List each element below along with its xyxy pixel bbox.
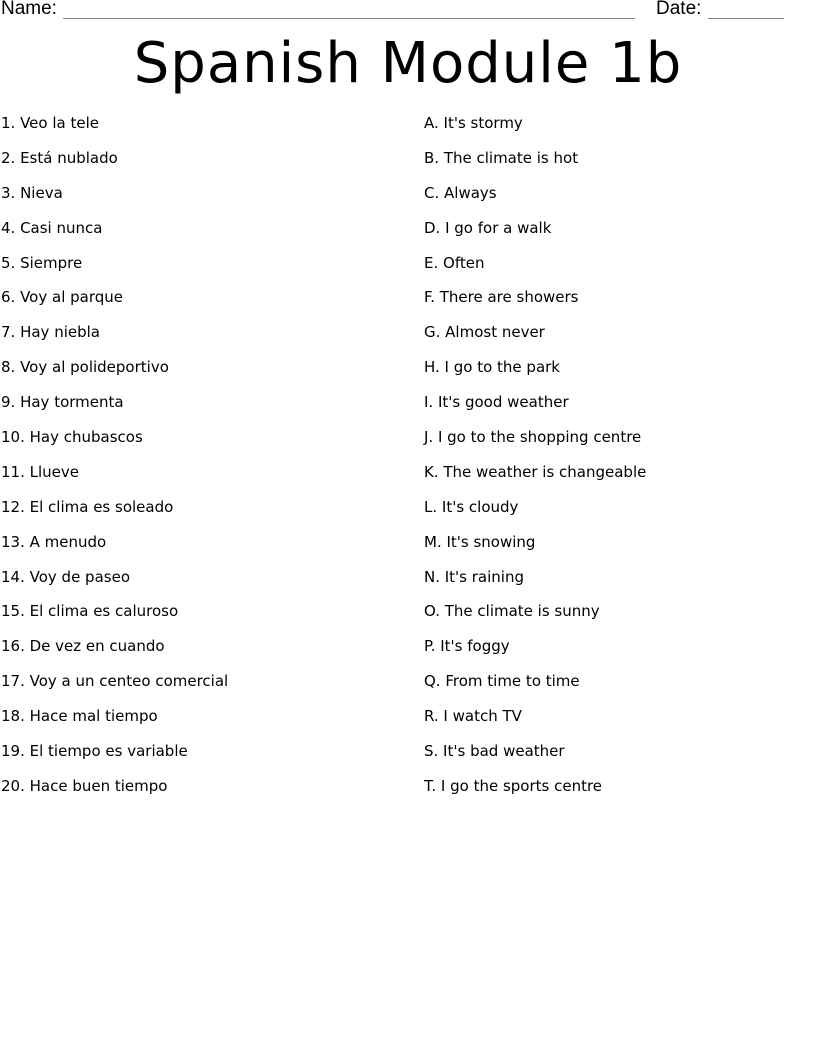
definition-item: D. I go for a walk [424,218,552,237]
term-item: 4. Casi nunca [1,218,103,237]
definition-item: M. It's snowing [424,532,536,551]
definition-item: H. I go to the park [424,358,560,377]
term-item: 16. De vez en cuando [1,637,165,656]
definition-item: I. It's good weather [424,393,569,412]
definition-item: C. Always [424,183,497,202]
definition-item: G. Almost never [424,323,545,342]
name-blank-line [63,18,635,19]
worksheet-title: Spanish Module 1b [133,31,683,96]
definition-item: B. The climate is hot [424,148,579,167]
definition-item: S. It's bad weather [424,742,565,761]
term-item: 8. Voy al polideportivo [1,358,169,377]
definition-item: K. The weather is changeable [424,462,647,481]
definition-item: E. Often [424,253,485,272]
terms-list [1,110,401,808]
term-item: 14. Voy de paseo [1,567,130,586]
name-label: Name: [1,0,57,19]
term-item: 19. El tiempo es variable [1,742,188,761]
term-item: 20. Hace buen tiempo [1,776,168,795]
definition-item: T. I go the sports centre [424,776,603,795]
term-item: 11. Llueve [1,462,79,481]
date-blank-line [708,18,784,19]
definitions-list [424,110,814,808]
definition-item: P. It's foggy [424,637,510,656]
date-label: Date: [656,0,702,19]
definition-item: Q. From time to time [424,672,580,691]
term-item: 7. Hay niebla [1,323,100,342]
term-item: 13. A menudo [1,532,107,551]
term-item: 17. Voy a un centeo comercial [1,672,229,691]
term-item: 9. Hay tormenta [1,393,124,412]
term-item: 18. Hace mal tiempo [1,707,158,726]
definition-item: N. It's raining [424,567,524,586]
worksheet-header [0,0,816,24]
term-item: 6. Voy al parque [1,288,123,307]
definition-item: O. The climate is sunny [424,602,600,621]
term-item: 10. Hay chubascos [1,428,143,447]
term-item: 5. Siempre [1,253,83,272]
definition-item: L. It's cloudy [424,497,519,516]
definition-item: R. I watch TV [424,707,522,726]
term-item: 15. El clima es caluroso [1,602,179,621]
term-item: 2. Está nublado [1,148,118,167]
term-item: 12. El clima es soleado [1,497,174,516]
term-item: 3. Nieva [1,183,63,202]
definition-item: J. I go to the shopping centre [424,428,642,447]
term-item: 1. Veo la tele [1,114,99,132]
definition-item: A. It's stormy [424,114,523,132]
definition-item: F. There are showers [424,288,579,307]
